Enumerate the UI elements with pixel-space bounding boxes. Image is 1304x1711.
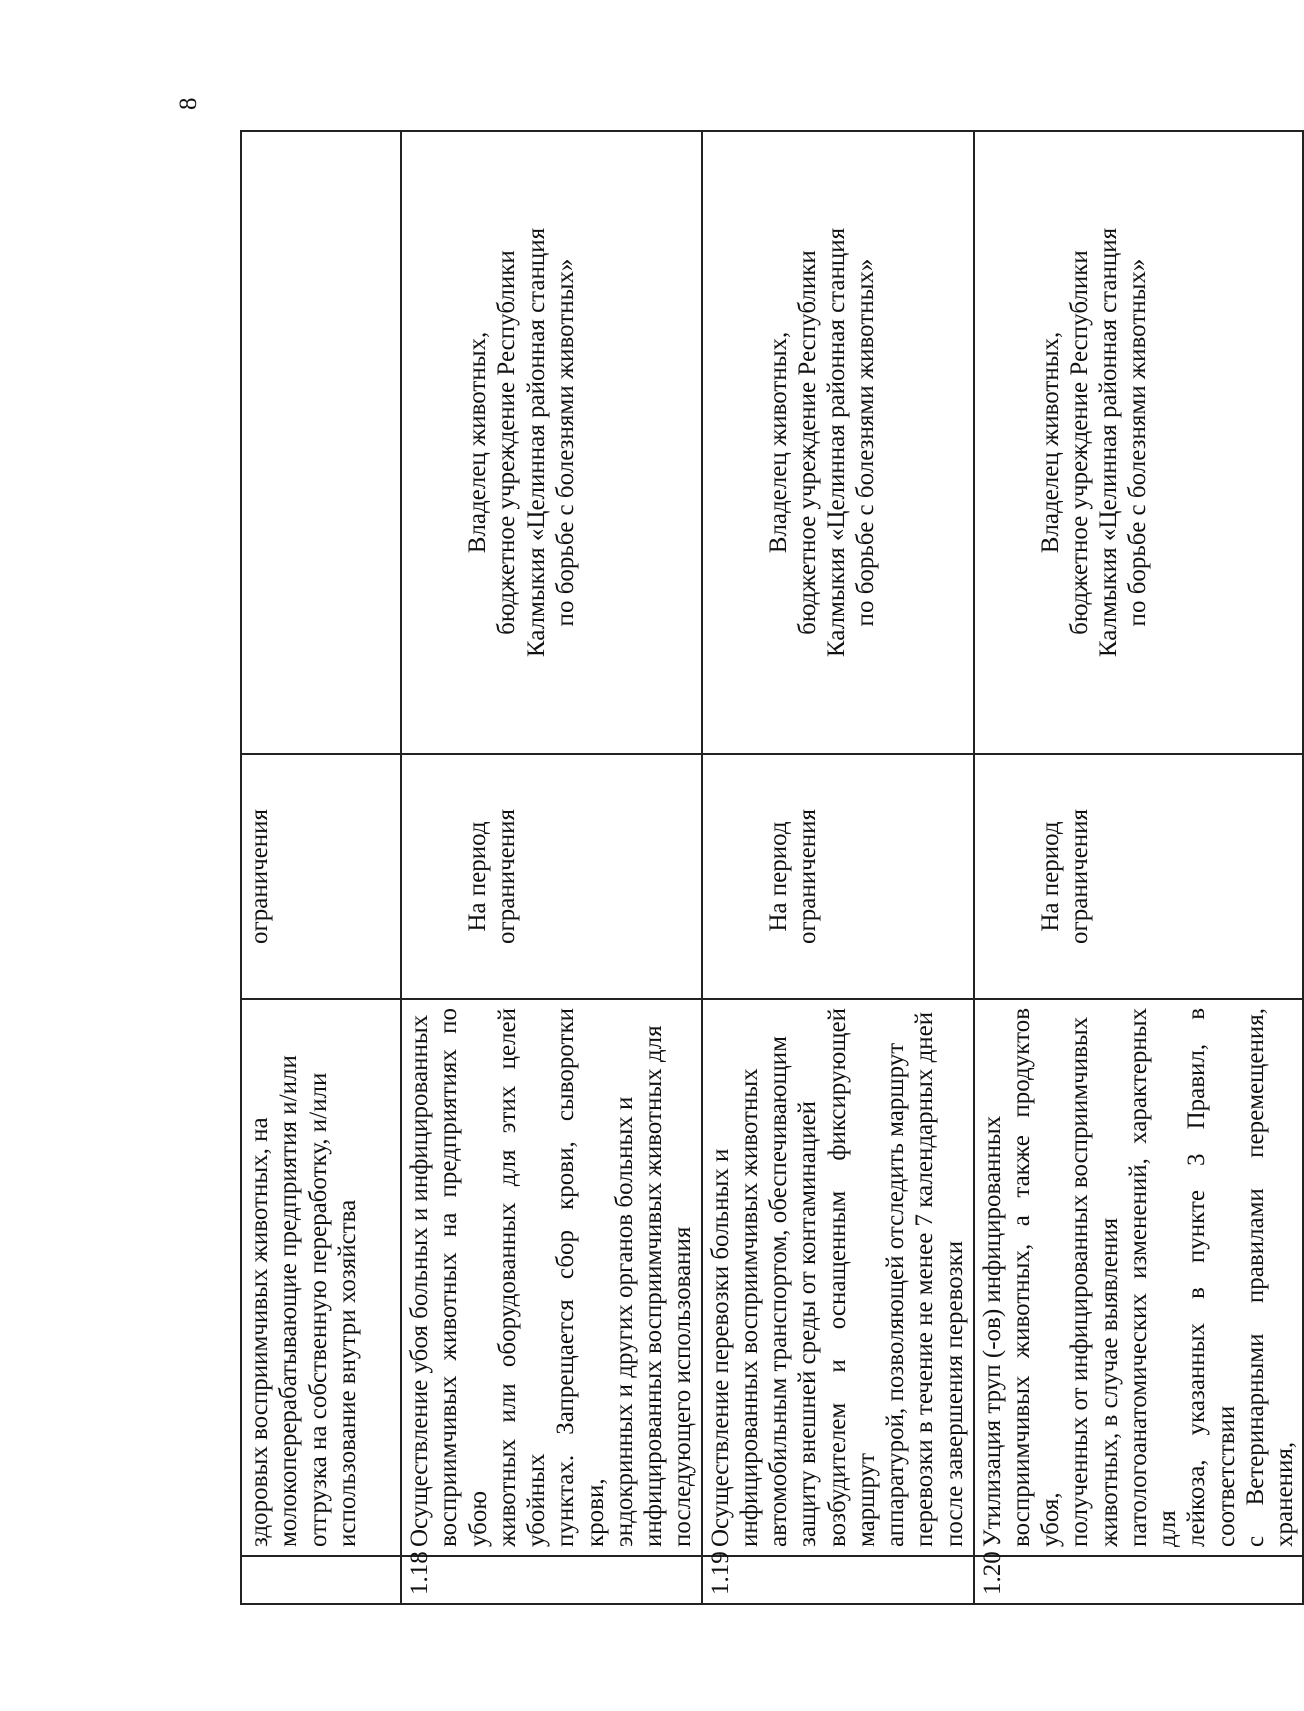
row-number: 1.19 [702,1556,974,1604]
responsible-line: бюджетное учреждение Республики [493,250,521,635]
action-line: после завершения перевозки [940,1240,968,1547]
responsible-line: бюджетное учреждение Республики [1065,250,1093,635]
responsible-line: по борьбе с болезнями животных» [551,258,579,627]
action-line: молокоперерабатывающие предприятия и/или [275,1055,303,1547]
responsible-cell [401,131,702,754]
row-number [241,1556,401,1604]
period-cell [401,754,702,999]
action-line: перевозки в течение не менее 7 календарных дней [911,1011,939,1547]
responsible-line: Владелец животных, [1036,331,1064,554]
action-line: животных или оборудованных для этих целей убойных [493,1008,550,1547]
table-row [401,131,702,1604]
responsible-line: Владелец животных, [764,331,792,554]
action-line: эндокринных и других органов больных и [610,1096,638,1547]
action-line: лейкоза, указанных в пункте 3 Правил, в соответствии [1183,1008,1240,1547]
action-text [974,999,1304,1556]
period-line: ограничения [1065,808,1093,945]
responsible-line: Калмыкия «Целинная районная станция [823,227,850,658]
action-line: использование внутри хозяйства [333,1199,361,1547]
action-line: защиту внешней среды от контаминацией [794,1100,822,1547]
action-line: аппаратурой, позволяющей отследить маршрут [882,1042,909,1547]
responsible-cell [702,131,974,754]
action-line: пунктах. Запрещается сбор крови, сыворотки крови, [552,1008,609,1547]
responsible-line: Калмыкия «Целинная районная станция [1095,227,1122,658]
responsible-line: бюджетное учреждение Республики [793,250,821,635]
period-line: ограничения [793,808,821,945]
table-row [702,131,974,1604]
action-line: Утилизация труп (-ов) инфицированных [978,1115,1006,1547]
action-line: восприимчивых животных, а также продуктов убоя, [1007,1008,1064,1547]
action-line: инфицированных восприимчивых животных [735,1068,763,1547]
table-row [241,131,401,1604]
action-line: с Ветеринарными правилами перемещения, хранения, [1241,1008,1298,1547]
responsible-cell [974,131,1304,754]
action-line: последующего использования [669,1226,697,1547]
page-number: 8 [175,97,202,110]
action-line: отгрузка на собственную переработку, и/или [304,1072,332,1547]
action-line: Осуществление перевозки больных и [706,1148,734,1547]
action-line: Осуществление убоя больных и инфицированных [406,1014,433,1547]
period-line: На период [764,821,792,932]
action-text [241,999,401,1556]
period-line: На период [1036,821,1064,932]
responsible-line: по борьбе с болезнями животных» [1124,258,1152,627]
action-line: полученных от инфицированных восприимчивых [1066,1016,1094,1547]
action-text [702,999,974,1556]
period-cell [702,754,974,999]
period-line: ограничения [493,808,521,945]
action-line: патологоанатомических изменений, характерных для [1124,1008,1181,1547]
action-line: здоровых восприимчивых животных, на [246,1117,273,1547]
responsible-cell [241,131,401,754]
rotated-page [100,75,1298,1635]
responsible-line: Владелец животных, [464,331,491,554]
row-number: 1.20 [974,1556,1304,1604]
responsible-line: по борьбе с болезнями животных» [852,258,880,627]
action-line: животных, в случае выявления [1095,1217,1123,1547]
action-line: инфицированных восприимчивых животных для [640,1025,667,1547]
period-cell [241,754,401,999]
measures-table [240,130,1304,1605]
table-row [974,131,1304,1604]
action-line: возбудителем и оснащенным фиксирующей маршрут [823,1008,880,1547]
period-text: ограничения [246,808,273,945]
action-line: автомобильным транспортом, обеспечивающим [765,1036,792,1547]
period-line: На период [464,821,491,932]
row-number: 1.18 [401,1556,702,1604]
period-cell [974,754,1304,999]
action-text [401,999,702,1556]
responsible-line: Калмыкия «Целинная районная станция [522,227,550,658]
action-line: восприимчивых животных на предприятиях по убою [435,1008,492,1547]
